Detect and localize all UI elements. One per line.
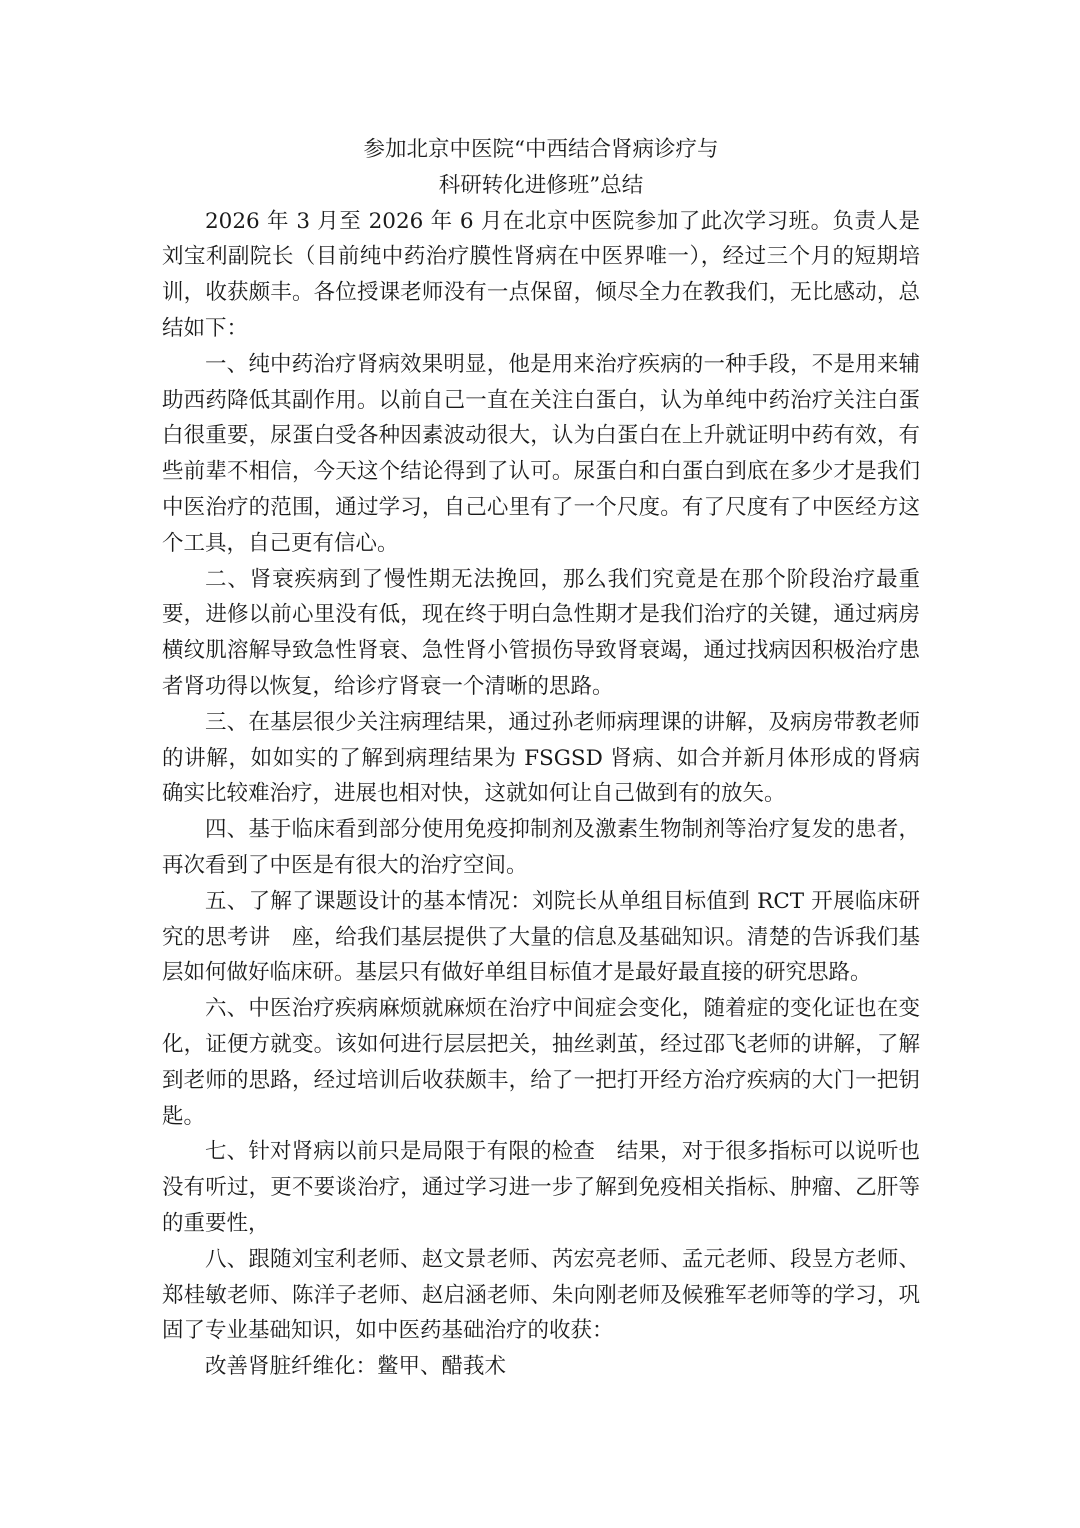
point-3-paragraph: 三、在基层很少关注病理结果，通过孙老师病理课的讲解，及病房带教老师的讲解，如如实的了解到病理结果为 FSGSD 肾病、如合并新月体形成的肾病确实比较难治疗，进展也相对快，这就如何让自己做到有的放矢。 <box>162 709 920 807</box>
point-5-paragraph: 五、了解了课题设计的基本情况：刘院长从单组目标值到 RCT 开展临床研究的思考讲 座，给我们基层提供了大量的信息及基础知识。清楚的告诉我们基层如何做好临床研。基层只有做好单组目标值才是最好最直接的研究思路。 <box>162 888 920 986</box>
title-line-1: 参加北京中医院“中西结合肾病诊疗与 <box>363 137 719 162</box>
point-2-paragraph: 二、肾衰疾病到了慢性期无法挽回，那么我们究竟是在那个阶段治疗最重要，进修以前心里没有低，现在终于明白急性期才是我们治疗的关键，通过病房横纹肌溶解导致急性肾衰、急性肾小管损伤导致肾衰竭，通过找病因积极治疗患者肾功得以恢复，给诊疗肾衰一个清晰的思路。 <box>162 566 920 699</box>
document-title <box>162 132 920 204</box>
document-page <box>162 132 920 1385</box>
point-7-paragraph: 七、针对肾病以前只是局限于有限的检查 结果，对于很多指标可以说听也没有听过，更不要谈治疗，通过学习进一步了解到免疫相关指标、肿瘤、乙肝等的重要性， <box>162 1139 920 1236</box>
point-1-paragraph: 一、纯中药治疗肾病效果明显，他是用来治疗疾病的一种手段，不是用来辅助西药降低其副作用。以前自己一直在关注白蛋白，认为单纯中药治疗关注白蛋白很重要，尿蛋白受各种因素波动很大，认为白蛋白在上升就证明中药有效，有些前辈不相信，今天这个结论得到了认可。尿蛋白和白蛋白到底在多少才是我们中医治疗的范围，通过学习，自己心里有了一个尺度。有了尺度有了中医经方这个工具，自己更有信心。 <box>162 351 920 556</box>
intro-paragraph: 2026 年 3 月至 2026 年 6 月在北京中医院参加了此次学习班。负责人是刘宝利副院长（目前纯中药治疗膜性肾病在中医界唯一），经过三个月的短期培训，收获颇丰。各位授课老师没有一点保留，倾尽全力在教我们，无比感动，总结如下： <box>162 208 920 341</box>
point-4-paragraph: 四、基于临床看到部分使用免疫抑制剂及激素生物制剂等治疗复发的患者，再次看到了中医是有很大的治疗空间。 <box>162 817 920 878</box>
point-6-paragraph: 六、中医治疗疾病麻烦就麻烦在治疗中间症会变化，随着症的变化证也在变化，证便方就变。该如何进行层层把关，抽丝剥茧，经过邵飞老师的讲解，了解到老师的思路，经过培训后收获颇丰，给了一把打开经方治疗疾病的大门一把钥匙。 <box>162 996 920 1129</box>
fibrosis-herbs-line: 改善肾脏纤维化：鳖甲、醋莪术 <box>205 1354 507 1380</box>
point-8-paragraph: 八、跟随刘宝利老师、赵文景老师、芮宏亮老师、孟元老师、段昱方老师、郑桂敏老师、陈洋子老师、赵启涵老师、朱向刚老师及候雅军老师等的学习，巩固了专业基础知识，如中医药基础治疗的收获： <box>162 1246 920 1344</box>
title-line-2: 科研转化进修班”总结 <box>438 172 644 198</box>
